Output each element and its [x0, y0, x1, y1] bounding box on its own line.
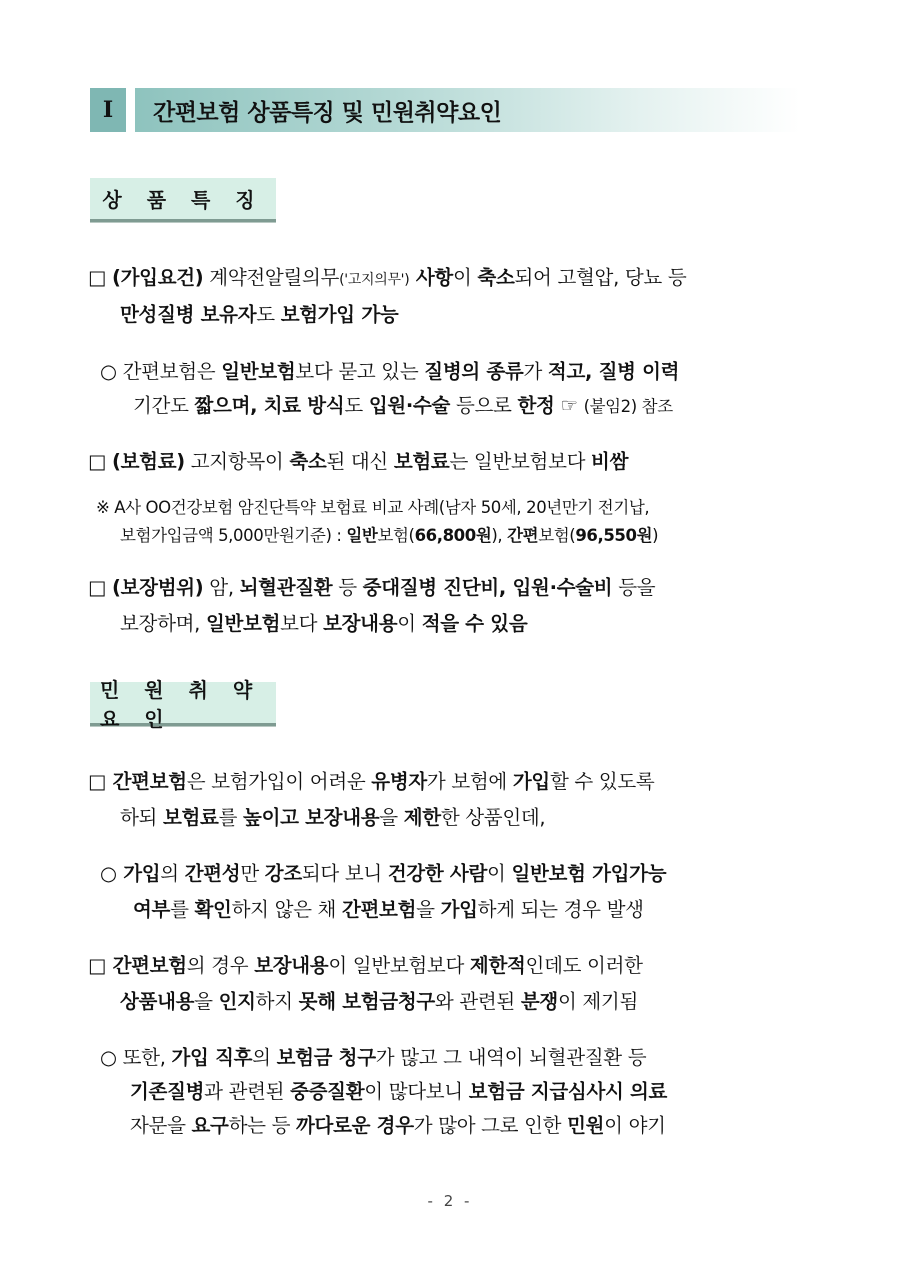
page-number: - 2 - — [427, 1192, 473, 1210]
feature-note-2: 보험가입금액 5,000만원기준) : 일반보험(66,800원), 간편보험(96,550원) — [120, 526, 659, 545]
feature-line-2: 만성질병 보유자도 보험가입 가능 — [120, 303, 399, 326]
section-label-vulnerability: 민 원 취 약 요 인 — [90, 682, 276, 726]
feature-line-6: □ (보장범위) 암, 뇌혈관질환 등 중대질병 진단비, 입원·수술비 등을 — [88, 576, 656, 599]
vuln-line-9: 자문을 요구하는 등 까다로운 경우가 많아 그로 인한 민원이 야기 — [130, 1114, 666, 1137]
section-label-features: 상 품 특 징 — [90, 178, 276, 222]
vuln-line-2: 하되 보험료를 높이고 보장내용을 제한한 상품인데, — [120, 806, 546, 829]
chapter-number: I — [90, 88, 129, 132]
chapter-title-bar — [90, 88, 800, 132]
vuln-line-1: □ 간편보험은 보험가입이 어려운 유병자가 보험에 가입할 수 있도록 — [88, 770, 655, 793]
vuln-line-4: 여부를 확인하지 않은 채 간편보험을 가입하게 되는 경우 발생 — [133, 898, 644, 921]
feature-line-4: 기간도 짧으며, 치료 방식도 입원·수술 등으로 한정 ☞ (붙임2) 참조 — [133, 394, 673, 417]
chapter-title: 간편보험 상품특징 및 민원취약요인 — [135, 88, 800, 132]
feature-line-7: 보장하며, 일반보험보다 보장내용이 적을 수 있음 — [120, 612, 528, 635]
vuln-line-8: 기존질병과 관련된 중증질환이 많다보니 보험금 지급심사시 의료 — [130, 1080, 668, 1103]
feature-line-5: □ (보험료) 고지항목이 축소된 대신 보험료는 일반보험보다 비쌈 — [88, 450, 629, 473]
vuln-line-6: 상품내용을 인지하지 못해 보험금청구와 관련된 분쟁이 제기됨 — [120, 990, 638, 1013]
vuln-line-3: ○ 가입의 간편성만 강조되다 보니 건강한 사람이 일반보험 가입가능 — [100, 862, 667, 885]
feature-line-3: ○ 간편보험은 일반보험보다 묻고 있는 질병의 종류가 적고, 질병 이력 — [100, 360, 680, 383]
vuln-line-5: □ 간편보험의 경우 보장내용이 일반보험보다 제한적인데도 이러한 — [88, 954, 643, 977]
feature-note-1: ※ A사 OO건강보험 암진단특약 보험료 비교 사례(남자 50세, 20년만기 전기납, — [96, 498, 650, 517]
feature-line-1: □ (가입요건) 계약전알릴의무('고지의무') 사항이 축소되어 고혈압, 당뇨 등 — [88, 266, 687, 289]
vuln-line-7: ○ 또한, 가입 직후의 보험금 청구가 많고 그 내역이 뇌혈관질환 등 — [100, 1046, 647, 1069]
